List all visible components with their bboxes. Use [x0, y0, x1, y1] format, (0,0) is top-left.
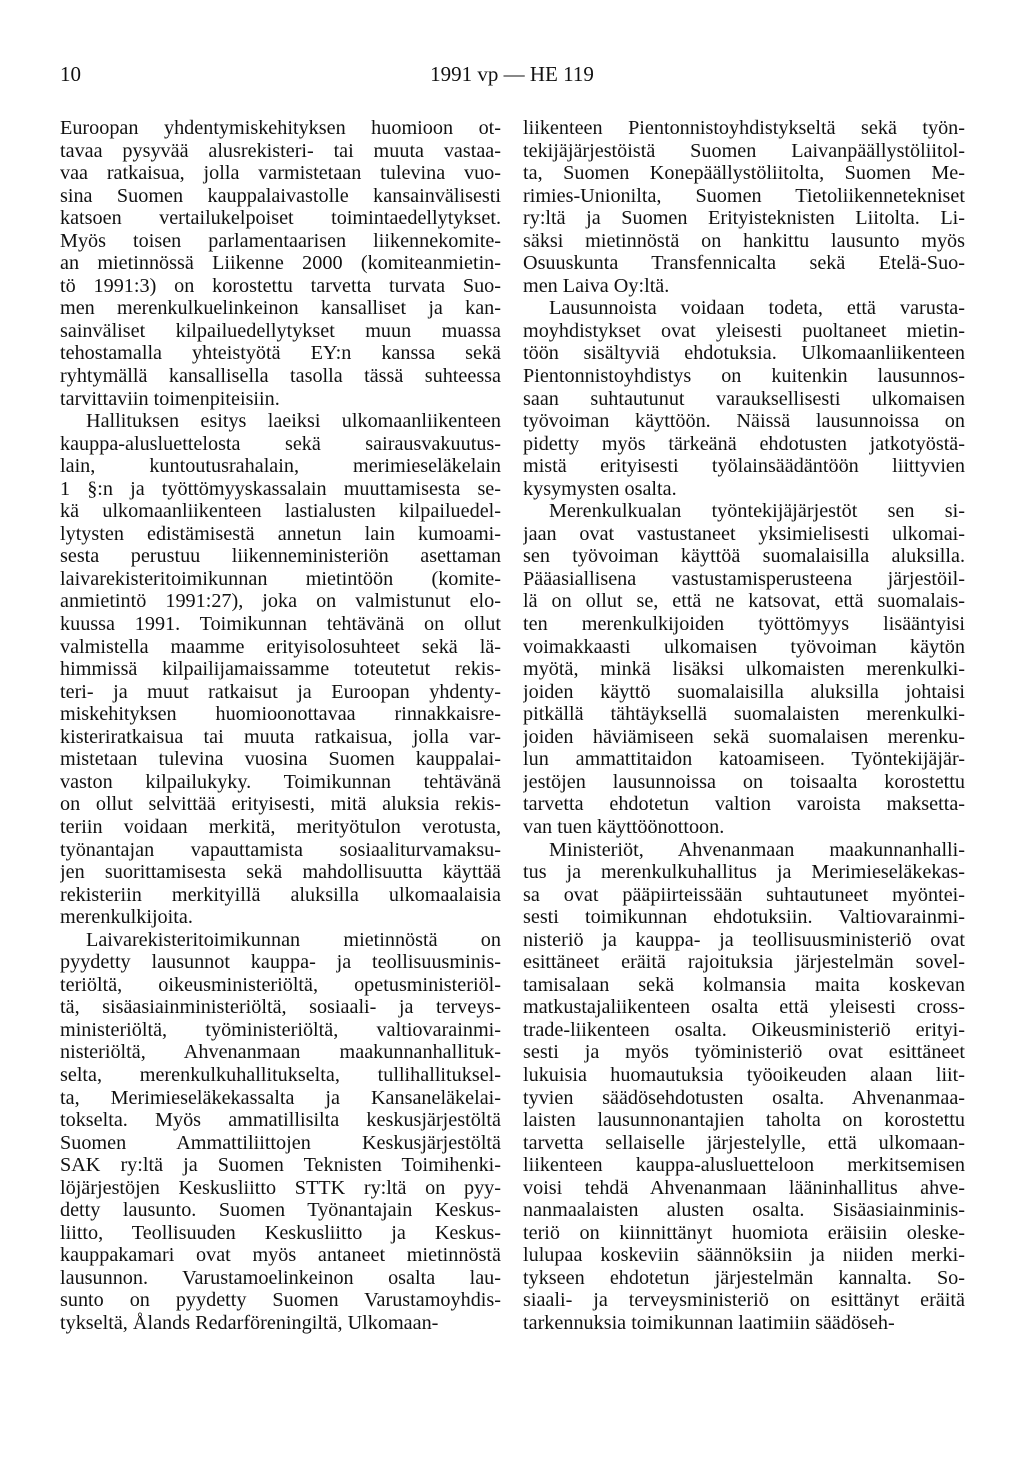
text-line: lun ammattitaidon katoamiseen. Työntekijäjär-	[523, 748, 965, 771]
text-line: tyvien säädösehdotusten osalta. Ahvenanmaa-	[523, 1086, 965, 1109]
text-line: on ollut selvittää erityisesti, mitä aluksia rekis-	[60, 793, 501, 816]
text-line: Ministeriöt, Ahvenanmaan maakunnanhalli-	[549, 838, 965, 861]
text-line: teriö on kiinnittänyt huomiota eräisiin oleske-	[523, 1221, 965, 1244]
text-line: van tuen käyttöönottoon.	[523, 815, 725, 838]
text-line: liitto, Teollisuuden Keskusliitto ja Keskus-	[60, 1221, 501, 1244]
text-line: liikenteen kauppa-alusluetteloon merkitsemisen	[523, 1154, 965, 1177]
text-line: pyydetty lausunnot kauppa- ja teollisuusminis-	[60, 951, 501, 974]
text-line: sen työvoiman käyttöä suomalaisilla aluksilla.	[523, 545, 965, 568]
text-line: 1 §:n ja työttömyyskassalain muuttamisesta se-	[60, 477, 501, 500]
paragraph	[60, 117, 501, 410]
text-line: saan suhtautunut varauksellisesti ulkomaisen	[523, 387, 965, 410]
text-line: nisteriöltä, Ahvenanmaan maakunnanhallituk-	[60, 1041, 501, 1064]
text-line: lä on ollut se, että ne katsovat, että suomalais-	[523, 590, 965, 613]
text-line: työnantajan vapauttamista sosiaaliturvamaksu-	[60, 838, 501, 861]
paragraph	[523, 117, 965, 297]
text-line: teriin voidaan merkitä, merityötulon verotusta,	[60, 815, 501, 838]
text-line: kisteriratkaisua tai muuta ratkaisua, jolla var-	[60, 725, 501, 748]
text-line: kauppa-alusluettelosta sekä sairausvakuutus-	[60, 432, 501, 455]
page-number: 10	[60, 62, 81, 86]
text-line: men merenkulkuelinkeinon kansalliset ja kan-	[60, 297, 501, 320]
text-line: selta, merenkulkuhallitukselta, tullihallituksel-	[60, 1063, 501, 1086]
text-line: tamisalaan sekä kolmansia maita koskevan	[523, 973, 965, 996]
text-line: lain, kuntoutusrahalain, merimieseläkelain	[60, 455, 501, 478]
text-line: Hallituksen esitys laeiksi ulkomaanliikenteen	[86, 410, 501, 433]
text-line: laivarekisteritoimikunnan mietintöön (komite-	[60, 567, 501, 590]
text-line: sainväliset kilpailuedellytykset muun muassa	[60, 319, 501, 342]
text-line: joiden häviämiseen sekä suomalaisen merenku-	[523, 725, 965, 748]
text-line: tarkennuksia toimikunnan laatimiin säädöseh-	[523, 1311, 895, 1334]
text-line: säksi mietinnöstä on hankittu lausunto myös	[523, 229, 965, 252]
text-line: rimies-Unionilta, Suomen Tietoliikennetekniset	[523, 184, 965, 207]
text-line: työvoiman käyttöön. Näissä lausunnoissa on	[523, 410, 965, 433]
text-line: pitkällä tähtäyksellä suomalaisten merenkulki-	[523, 703, 965, 726]
text-line: sunto on pyydetty Suomen Varustamoyhdis-	[60, 1289, 501, 1312]
paragraph	[523, 500, 965, 838]
paragraph	[523, 839, 965, 1335]
text-line: rekisteriin merkityillä aluksilla ulkomaalaisia	[60, 883, 501, 906]
text-line: lytysten edistämisestä annetun lain kumoami-	[60, 522, 501, 545]
text-line: merenkulkijoita.	[60, 906, 193, 929]
running-head: 1991 vp — HE 119	[430, 62, 594, 86]
text-line: kauppakamari ovat myös antaneet mietinnöstä	[60, 1244, 501, 1267]
text-line: Osuuskunta Transfennicalta sekä Etelä-Suo-	[523, 252, 965, 275]
text-line: teri- ja muut ratkaisut ja Euroopan yhdenty-	[60, 680, 501, 703]
text-line: jaan ovat vastustaneet yksimielisesti ulkomai-	[523, 522, 965, 545]
text-line: tavaa pysyvää alusrekisteri- tai muuta vastaa-	[60, 139, 501, 162]
text-line: ministeriöltä, työministeriöltä, valtiovarainmi-	[60, 1018, 501, 1041]
text-line: tarvittaviin toimenpiteisiin.	[60, 387, 280, 410]
text-line: tykseen ehdotetun järjestelmän kannalta. So-	[523, 1266, 965, 1289]
text-line: ta, Suomen Konepäällystöliitolta, Suomen Me-	[523, 162, 965, 185]
text-line: matkustajaliikenteen osalta että yleisesti cross-	[523, 996, 965, 1019]
text-line: katsoen vertailukelpoiset toimintaedellytykset.	[60, 207, 501, 230]
text-line: tekijäjärjestöistä Suomen Laivanpäällystöliitol-	[523, 139, 965, 162]
text-line: pidetty myös tärkeänä ehdotusten jatkotyöstä-	[523, 432, 965, 455]
left-column	[60, 117, 501, 1335]
text-line: Myös toisen parlamentaarisen liikennekomite-	[60, 229, 501, 252]
text-line: tus ja merenkulkuhallitus ja Merimieseläkekas-	[523, 861, 965, 884]
text-line: siaali- ja terveysministeriö on esittänyt eräitä	[523, 1289, 965, 1312]
text-line: sesti toimikunnan ehdotuksiin. Valtiovarainmi-	[523, 906, 965, 929]
text-line: tehostamalla yhteistyötä EY:n kanssa sekä	[60, 342, 501, 365]
text-line: sesta perustuu liikenneministeriön asettaman	[60, 545, 501, 568]
text-line: mistä erityisesti työlainsäädäntöön liittyvien	[523, 455, 965, 478]
text-line: men Laiva Oy:ltä.	[523, 274, 670, 297]
text-line: jen suorittamisesta sekä mahdollisuutta käyttää	[60, 861, 501, 884]
text-line: tokselta. Myös ammatillisilta keskusjärjestöltä	[60, 1109, 501, 1132]
text-line: vaa ratkaisua, jolla varmistetaan tulevina vuo-	[60, 162, 501, 185]
text-line: voimakkaasti ulkomaisen työvoiman käytön	[523, 635, 965, 658]
text-line: valmistella maamme erityisolosuhteet sekä lä-	[60, 635, 501, 658]
text-line: Merenkulkualan työntekijäjärjestöt sen si-	[549, 500, 965, 523]
text-line: ry:ltä ja Suomen Erityisteknisten Liitolta. Li-	[523, 207, 965, 230]
text-line: vaston kilpailukyky. Toimikunnan tehtävänä	[60, 770, 501, 793]
text-line: lausunnon. Varustamoelinkeinon osalta lau-	[60, 1266, 501, 1289]
text-line: anmietintö 1991:27), joka on valmistunut elo-	[60, 590, 501, 613]
right-column	[523, 117, 965, 1335]
text-line: laisten lausunnonantajien taholta on korostettu	[523, 1109, 965, 1132]
text-line: an mietinnössä Liikenne 2000 (komiteanmietin-	[60, 252, 501, 275]
text-line: voisi tehdä Ahvenanmaan lääninhallitus ahve-	[523, 1176, 965, 1199]
text-line: lukuisia huomautuksia työoikeuden alaan liit-	[523, 1063, 965, 1086]
text-line: moyhdistykset ovat yleisesti puoltaneet mietin-	[523, 319, 965, 342]
text-line: ryhtymällä kansallisella tasolla tässä suhteessa	[60, 365, 501, 388]
text-line: töön sisältyviä ehdotuksia. Ulkomaanliikenteen	[523, 342, 965, 365]
text-line: ten merenkulkijoiden työttömyys lisääntyisi	[523, 613, 965, 636]
text-line: detty lausunto. Suomen Työnantajain Keskus-	[60, 1199, 501, 1222]
text-line: sesti ja myös työministeriö ovat esittäneet	[523, 1041, 965, 1064]
text-line: kä ulkomaanliikenteen lastialusten kilpailuedel-	[60, 500, 501, 523]
text-line: tarvetta sellaiselle järjestelylle, että ulkomaan-	[523, 1131, 965, 1154]
text-line: himmissä kilpailijamaissamme toteutetut rekis-	[60, 658, 501, 681]
paragraph	[60, 410, 501, 929]
text-line: ta, Merimieseläkekassalta ja Kansaneläkelai-	[60, 1086, 501, 1109]
text-line: Pääasiallisena vastustamisperusteena järjestöil-	[523, 567, 965, 590]
text-line: tä, sisäasiainministeriöltä, sosiaali- ja terveys-	[60, 996, 501, 1019]
text-line: teriöltä, oikeusministeriöltä, opetusministeriöl-	[60, 973, 501, 996]
page-header	[0, 62, 1024, 92]
text-line: mistetaan tulevina vuosina Suomen kauppalai-	[60, 748, 501, 771]
text-line: löjärjestöjen Keskusliitto STTK ry:ltä on pyy-	[60, 1176, 501, 1199]
text-line: myötä, minkä lisäksi ulkomaisten merenkulki-	[523, 658, 965, 681]
text-line: trade-liikenteen osalta. Oikeusministeriö erityi-	[523, 1018, 965, 1041]
text-line: kysymysten osalta.	[523, 477, 677, 500]
text-line: sa ovat pääpiirteissään suhtautuneet myöntei-	[523, 883, 965, 906]
text-line: Pientonnistoyhdistys on kuitenkin lausunnos-	[523, 365, 965, 388]
text-line: liikenteen Pientonnistoyhdistykseltä sekä työn-	[523, 117, 965, 139]
paragraph	[60, 929, 501, 1335]
text-line: joiden käyttö suomalaisilla aluksilla johtaisi	[523, 680, 965, 703]
text-line: Suomen Ammattiliittojen Keskusjärjestöltä	[60, 1131, 501, 1154]
text-line: nanmaalaisten alusten osalta. Sisäasiainminis-	[523, 1199, 965, 1222]
text-line: Lausunnoista voidaan todeta, että varusta-	[549, 297, 965, 320]
text-line: tarvetta ehdotetun valtion varoista maksetta-	[523, 793, 965, 816]
text-line: kuussa 1991. Toimikunnan tehtävänä on ollut	[60, 613, 501, 636]
text-line: Euroopan yhdentymiskehityksen huomioon ot-	[60, 117, 501, 139]
text-line: miskehityksen huomioonottavaa rinnakkaisre-	[60, 703, 501, 726]
paragraph	[523, 297, 965, 500]
text-line: sina Suomen kauppalaivastolle kansainvälisesti	[60, 184, 501, 207]
text-line: tö 1991:3) on korostettu tarvetta turvata Suo-	[60, 274, 501, 297]
text-line: tykseltä, Ålands Redarföreningiltä, Ulkomaan-	[60, 1311, 439, 1334]
text-line: lulupaa koskeviin säännöksiin ja niiden merki-	[523, 1244, 965, 1267]
text-line: jestöjen lausunnoissa on toisaalta korostettu	[523, 770, 965, 793]
text-line: Laivarekisteritoimikunnan mietinnöstä on	[86, 928, 501, 951]
text-line: nisteriö ja kauppa- ja teollisuusministeriö ovat	[523, 928, 965, 951]
text-line: esittäneet eräitä rajoituksia järjestelmän sovel-	[523, 951, 965, 974]
text-line: SAK ry:ltä ja Suomen Teknisten Toimihenki-	[60, 1154, 501, 1177]
